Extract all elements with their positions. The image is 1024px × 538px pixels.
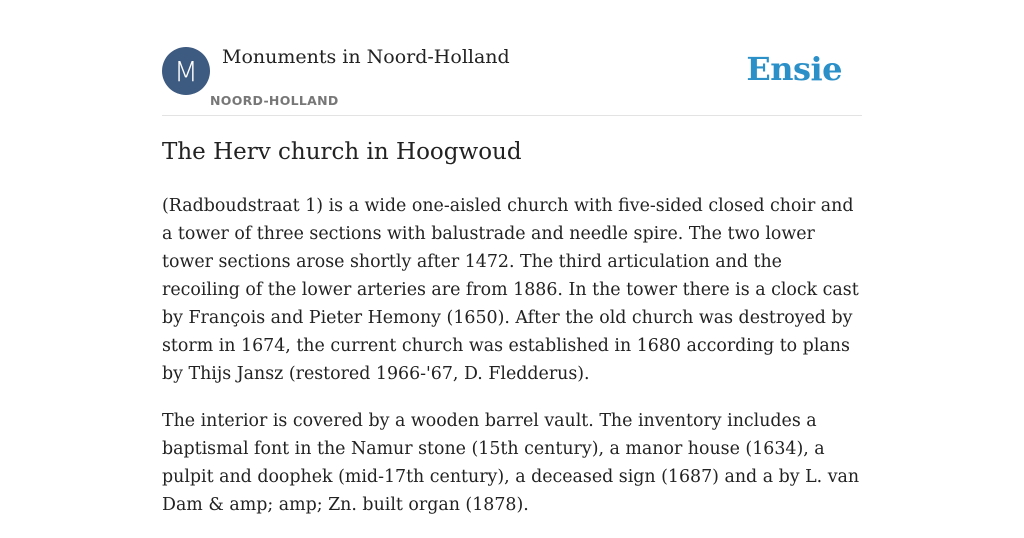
avatar[interactable] (162, 47, 210, 95)
header-divider (162, 115, 862, 116)
article-paragraph-2: The interior is covered by a wooden barrel vault. The inventory includes a baptismal font in the Namur stone (15th century), a manor house (1634), a pulpit and doophek (mid-17th century), a deceased sign (1687) and a by L. van Dam & amp; amp; Zn. built organ (1878). (162, 411, 860, 515)
site-title[interactable]: Monuments in Noord-Holland (222, 46, 510, 68)
article-title: The Herv church in Hoogwoud (162, 139, 522, 165)
article-body (162, 192, 862, 538)
brand-logo[interactable]: Ensie (746, 50, 842, 88)
article-paragraph-1: (Radboudstraat 1) is a wide one-aisled church with five-sided closed choir and a tower of three sections with balustrade and needle spire. The two lower tower sections arose shortly after 1472. The third articulation and the recoiling of the lower arteries are from 1886. In the tower there is a clock cast by François and Pieter Hemony (1650). After the old church was destroyed by storm in 1674, the current church was established in 1680 according to plans by Thijs Jansz (restored 1966-'67, D. Fledderus). (162, 196, 859, 384)
avatar-letter: M (173, 54, 199, 88)
category-link[interactable]: NOORD-HOLLAND (210, 93, 339, 108)
